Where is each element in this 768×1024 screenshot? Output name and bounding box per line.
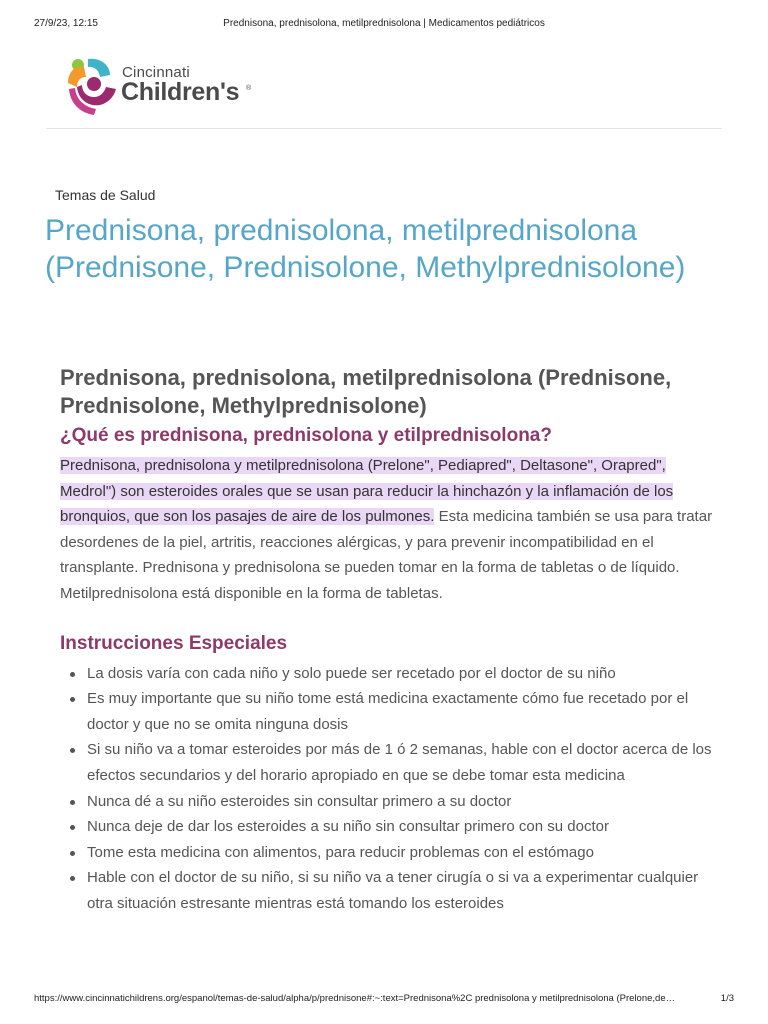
highlighted-text: Prednisona, prednisolona y metilprednisolona (Prelone", Pediapred", Deltasone", Orapred", Medrol") son esteroides orales que se usan para reducir la hinchazón y la inflamación de los bronquios, que son los pasajes de aire de los pulmones. [60, 457, 674, 526]
cincinnati-childrens-logo[interactable] [66, 55, 256, 117]
section-eyebrow[interactable]: Temas de Salud [55, 187, 156, 203]
logo-text-childrens: Children's [121, 78, 240, 106]
list-item: Tome esta medicina con alimentos, para reducir problemas con el estómago [87, 840, 720, 866]
list-item: Si su niño va a tomar esteroides por más de 1 ó 2 semanas, hable con el doctor acerca de los efectos secundarios y del horario apropiado en que se debe tomar esta medicina [87, 737, 720, 788]
list-item: La dosis varía con cada niño y solo puede ser recetado por el doctor de su niño [87, 661, 720, 687]
logo-registered-mark: ® [246, 85, 252, 92]
print-doc-title: Prednisona, prednisolona, metilprednisolona | Medicamentos pediátricos [223, 18, 545, 29]
print-footer [34, 993, 734, 1007]
page-title: Prednisona, prednisolona, metilprednisolona (Prednisone, Prednisolone, Methylprednisolone) [45, 214, 686, 284]
header-divider [46, 128, 722, 129]
print-url[interactable]: https://www.cincinnatichildrens.org/espanol/temas-de-salud/alpha/p/prednisone#:~:text=Prednisona%2C prednisolona y metilprednisolona (Prelone,de… [34, 993, 676, 1004]
intro-paragraph [60, 453, 720, 607]
instructions-list [60, 661, 720, 917]
page-number: 1/3 [720, 993, 734, 1004]
print-date: 27/9/23, 12:15 [34, 18, 98, 29]
logo-mark-icon [66, 55, 120, 117]
list-item: Nunca dé a su niño esteroides sin consultar primero a su doctor [87, 789, 720, 815]
logo-text-cincinnati: Cincinnati [122, 64, 190, 81]
intro-text: Esta medicina también se usa para tratar desordenes de la piel, artritis, reacciones alérgicas, y para prevenir incompatibilidad en el transplante. Prednisona y prednisolona se pueden tomar en la forma de tabletas o de líquido. Metilprednisolona está disponible en la forma de tabletas. [60, 508, 713, 602]
article-heading: Prednisona, prednisolona, metilprednisolona (Prednisone, Prednisolone, Methylprednisolone) [60, 365, 672, 418]
article-content [60, 364, 720, 917]
list-item: Hable con el doctor de su niño, si su niño va a tener cirugía o si va a experimentar cualquier otra situación estresante mientras está tomando los esteroides [87, 865, 720, 916]
question-heading: ¿Qué es prednisona, prednisolona y etilprednisolona? [60, 425, 552, 446]
instructions-heading: Instrucciones Especiales [60, 632, 288, 654]
list-item: Es muy importante que su niño tome está medicina exactamente cómo fue recetado por el doctor y que no se omita ninguna dosis [87, 686, 720, 737]
list-item: Nunca deje de dar los esteroides a su niño sin consultar primero con su doctor [87, 814, 720, 840]
print-header [34, 18, 734, 32]
